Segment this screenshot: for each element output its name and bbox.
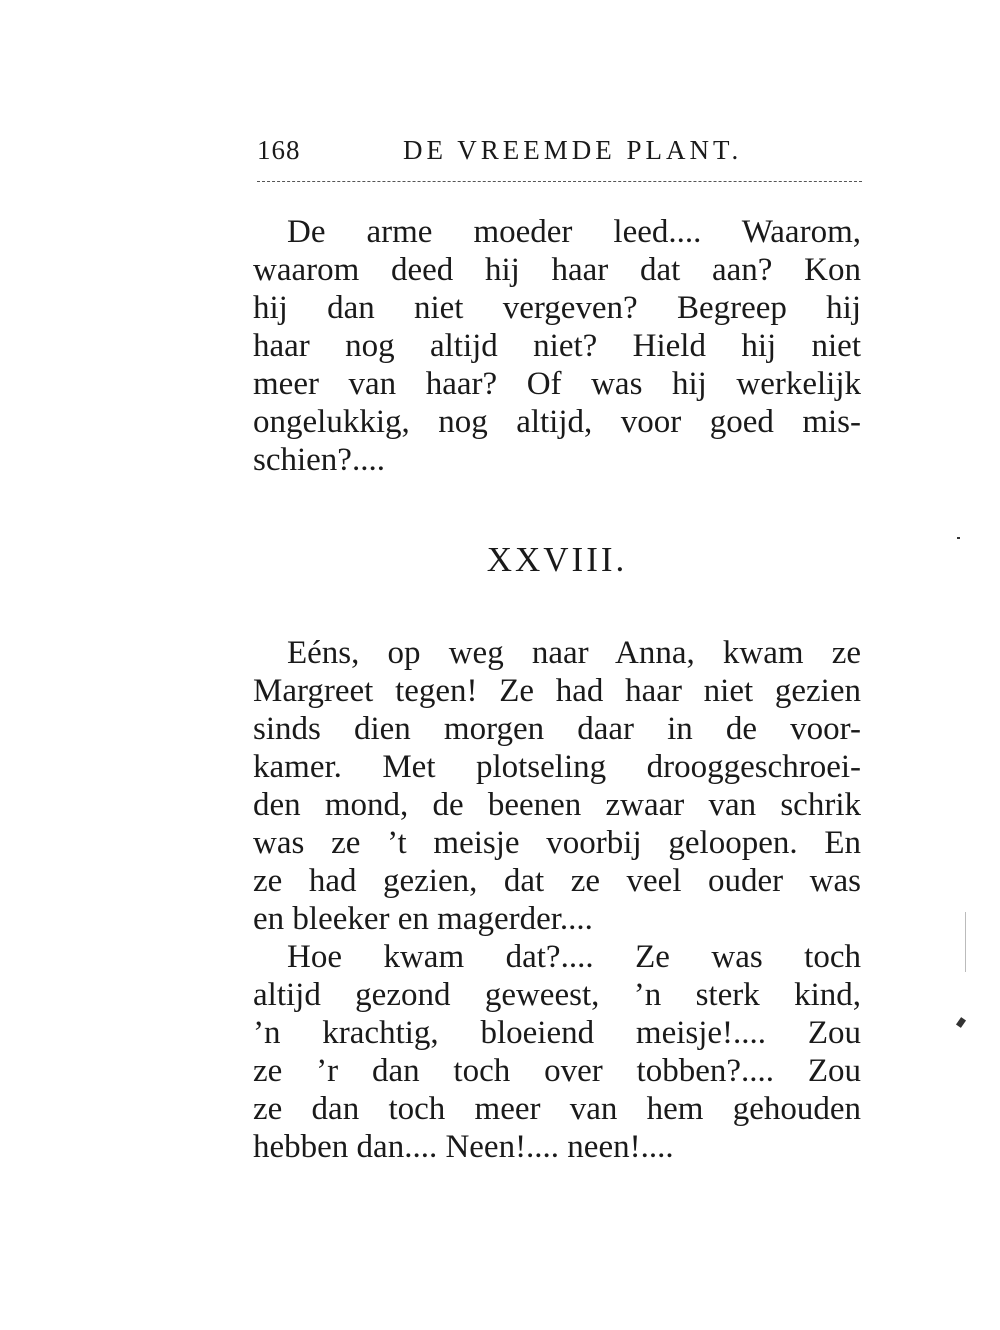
text-line: den mond, de beenen zwaar van schrik bbox=[253, 787, 861, 823]
scan-speck bbox=[965, 912, 966, 972]
running-title: DE VREEMDE PLANT. bbox=[403, 135, 743, 165]
text-line: haar nog altijd niet? Hield hij niet bbox=[253, 328, 861, 364]
text-line: waarom deed hij haar dat aan? Kon bbox=[253, 252, 861, 288]
text-line: Hoe kwam dat?.... Ze was toch bbox=[287, 939, 861, 975]
paragraph-2 bbox=[253, 634, 861, 938]
text-line: schien?.... bbox=[253, 442, 385, 478]
text-line: was ze ’t meisje voorbij geloopen. En bbox=[253, 825, 861, 861]
scan-speck bbox=[957, 537, 960, 539]
text-line: ze ’r dan toch over tobben?.... Zou bbox=[253, 1053, 861, 1089]
paragraph-3 bbox=[253, 938, 861, 1166]
text-line: kamer. Met plotseling drooggeschroei- bbox=[253, 749, 861, 785]
text-line: ze dan toch meer van hem gehouden bbox=[253, 1091, 861, 1127]
page-number: 168 bbox=[257, 135, 301, 165]
paragraph-1 bbox=[253, 213, 861, 479]
text-line: hij dan niet vergeven? Begreep hij bbox=[253, 290, 861, 326]
chapter-heading: XXVIII. bbox=[486, 540, 628, 579]
text-line: Eéns, op weg naar Anna, kwam ze bbox=[287, 635, 861, 671]
scan-speck bbox=[956, 1017, 966, 1028]
text-line: ’n krachtig, bloeiend meisje!.... Zou bbox=[253, 1015, 861, 1051]
text-line: sinds dien morgen daar in de voor- bbox=[253, 711, 861, 747]
text-line: ongelukkig, nog altijd, voor goed mis- bbox=[253, 404, 861, 440]
text-line: meer van haar? Of was hij werkelijk bbox=[253, 366, 861, 402]
text-line: altijd gezond geweest, ’n sterk kind, bbox=[253, 977, 861, 1013]
text-line: en bleeker en magerder.... bbox=[253, 901, 593, 937]
header-rule bbox=[257, 181, 862, 182]
text-line: hebben dan.... Neen!.... neen!.... bbox=[253, 1129, 674, 1165]
text-line: ze had gezien, dat ze veel ouder was bbox=[253, 863, 861, 899]
text-line: De arme moeder leed.... Waarom, bbox=[287, 214, 861, 250]
text-line: Margreet tegen! Ze had haar niet gezien bbox=[253, 673, 861, 709]
running-head bbox=[257, 135, 862, 169]
